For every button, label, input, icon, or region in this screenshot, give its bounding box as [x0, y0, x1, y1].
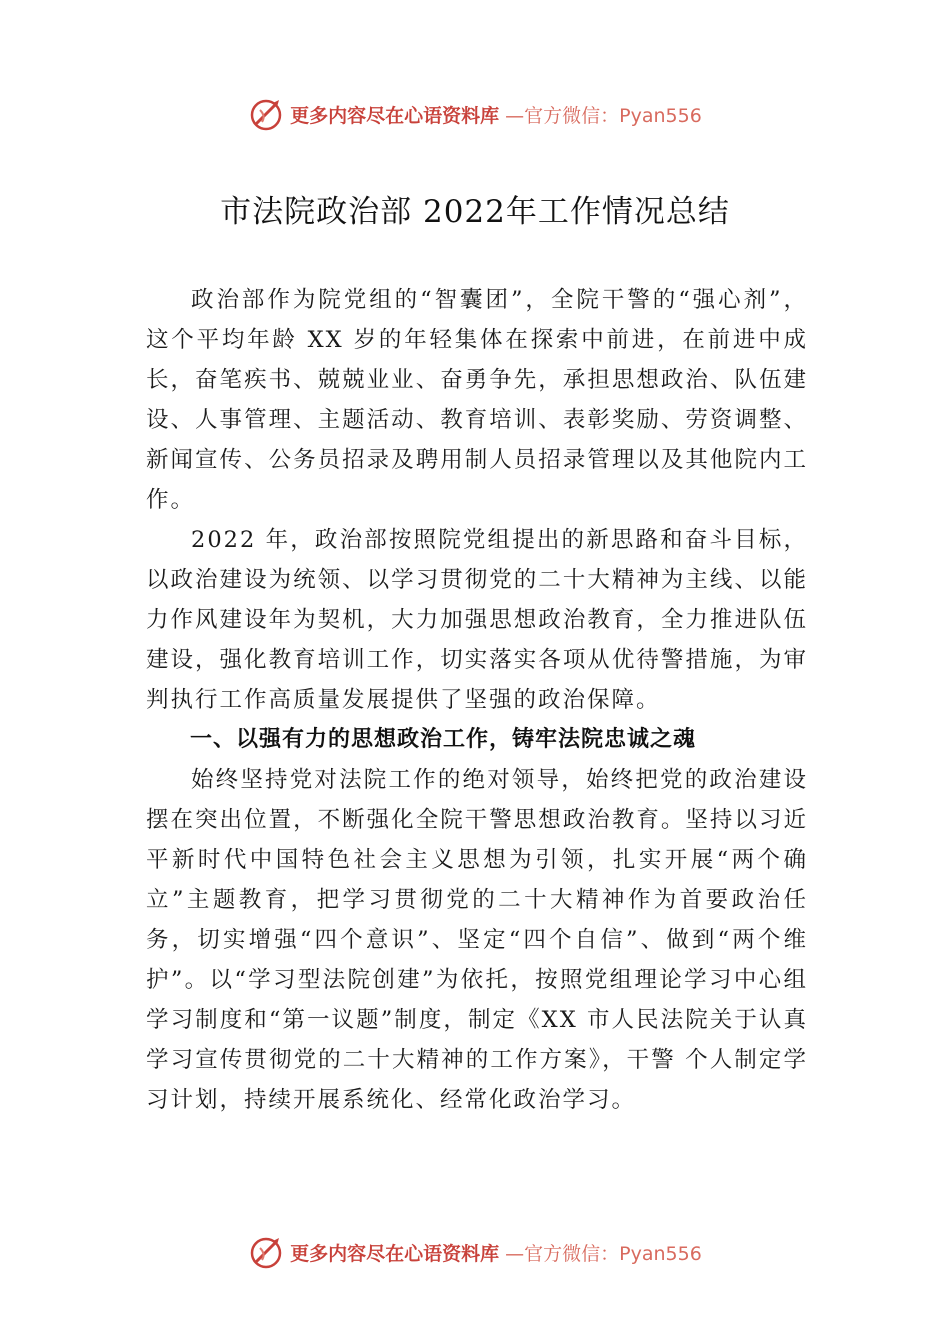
watermark-brand-text: 更多内容尽在心语资料库 — [290, 104, 500, 127]
watermark-contact-text: —官方微信：Pyan556 — [505, 1242, 702, 1265]
document-body — [146, 280, 808, 1120]
watermark-footer — [0, 1232, 950, 1272]
section-paragraph: 始终坚持党对法院工作的绝对领导，始终把党的政治建设摆在突出位置，不断强化全院干警思想政治教育。坚持以习近平新时代中国特色社会主义思想为引领，扎实开展“两个确立”主题教育，把学习贯彻党的二十大精神作为首要政治任务，切实增强“四个意识”、坚定“四个自信”、做到“两个维护”。以“学习型法院创建”为依托，按照党组理论学习中心组学习制度和“第一议题”制度，制定《XX 市人民法院关于认真学习宣传贯彻党的二十大精神的工作方案》，干警 个人制定学习计划，持续开展系统化、经常化政治学习。 — [146, 767, 808, 1113]
document-title: 市法院政治部 2022年工作情况总结 — [220, 194, 730, 230]
brush-logo-icon — [248, 96, 284, 132]
watermark-header — [0, 94, 950, 134]
watermark-brand-text: 更多内容尽在心语资料库 — [290, 1242, 500, 1265]
section-heading: 一、以强有力的思想政治工作，铸牢法院忠诚之魂 — [190, 727, 697, 752]
intro-paragraph: 政治部作为院党组的“智囊团”，全院干警的“强心剂”，这个平均年龄 XX 岁的年轻集体在探索中前进，在前进中成长，奋笔疾书、兢兢业业、奋勇争先，承担思想政治、队伍建设、人事管理、主题活动、教育培训、表彰奖励、劳资调整、新闻宣传、公务员招录及聘用制人员招录管理以及其他院内工作。 — [146, 287, 808, 513]
brush-logo-icon — [248, 1234, 284, 1270]
overview-paragraph: 2022 年，政治部按照院党组提出的新思路和奋斗目标，以政治建设为统领、以学习贯彻党的二十大精神为主线、以能力作风建设年为契机，大力加强思想政治教育，全力推进队伍建设，强化教育培训工作，切实落实各项从优待警措施，为审判执行工作高质量发展提供了坚强的政治保障。 — [146, 527, 808, 713]
watermark-contact-text: —官方微信：Pyan556 — [505, 104, 702, 127]
